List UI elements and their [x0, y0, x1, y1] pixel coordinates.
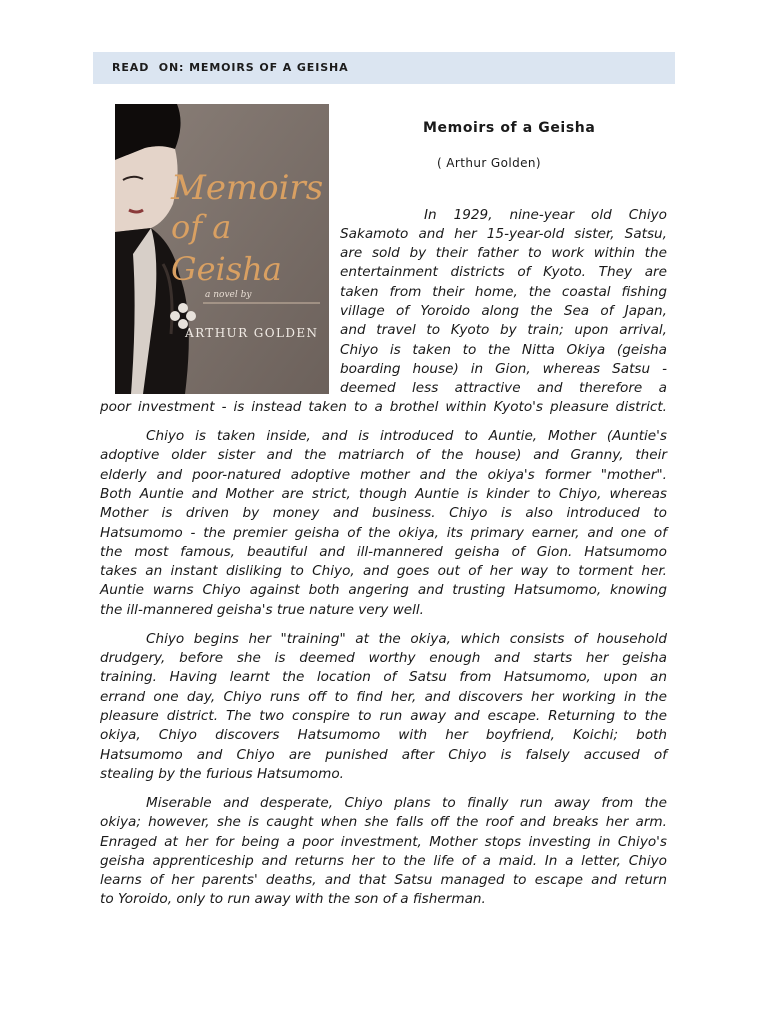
- cover-title-line-1: Memoirs: [171, 168, 324, 208]
- section-header-bar: [93, 52, 675, 84]
- paragraph-4-line: geisha apprenticeship and returns her to the life of a maid. In a letter, Chiyo: [100, 853, 667, 869]
- paragraph-3-line: errand one day, Chiyo runs off to find her, and discovers her working in the: [100, 689, 667, 705]
- paragraph-1-line: boarding house) in Gion, whereas Satsu -: [340, 361, 667, 377]
- paragraph-3-line: training. Having learnt the location of Satsu from Hatsumomo, upon an: [100, 669, 667, 685]
- paragraph-4-line: Enraged at her for being a poor investment, Mother stops investing in Chiyo's: [100, 834, 667, 850]
- paragraph-1-line: entertainment districts of Kyoto. They are: [340, 264, 667, 280]
- paragraph-1-line: In 1929, nine-year old Chiyo: [424, 207, 667, 223]
- book-author: ( Arthur Golden): [437, 156, 541, 170]
- paragraph-3-line: Hatsumomo and Chiyo are punished after Chiyo is falsely accused of: [100, 747, 667, 763]
- paragraph-3-line: Chiyo begins her "training" at the okiya, which consists of household: [146, 631, 667, 647]
- paragraph-2-line: Both Auntie and Mother are strict, though Auntie is kinder to Chiyo, whereas: [100, 486, 667, 502]
- paragraph-1-line: are sold by their father to work within the: [340, 245, 667, 261]
- book-cover-image: [115, 104, 329, 394]
- paragraph-2-line: adoptive older sister and the matriarch of the house) and Granny, their: [100, 447, 667, 463]
- cover-author: ARTHUR GOLDEN: [185, 326, 319, 340]
- paragraph-3-line: okiya, Chiyo discovers Hatsumomo with her boyfriend, Koichi; both: [100, 727, 667, 743]
- paragraph-3-line: pleasure district. The two conspire to run away and escape. Returning to the: [100, 708, 667, 724]
- paragraph-1-line: and travel to Kyoto by train; upon arrival,: [340, 322, 667, 338]
- paragraph-1-line: village of Yoroido along the Sea of Japan,: [340, 303, 667, 319]
- paragraph-1-line: deemed less attractive and therefore a: [340, 380, 667, 396]
- paragraph-2-line: takes an instant disliking to Chiyo, and goes out of her way to torment her.: [100, 563, 667, 579]
- paragraph-4-line: okiya; however, she is caught when she falls off the roof and breaks her arm.: [100, 814, 667, 830]
- paragraph-2-line: Mother is driven by money and business. Chiyo is also introduced to: [100, 505, 667, 521]
- cover-title-line-2: of a: [171, 208, 232, 246]
- book-cover-illustration: [115, 104, 329, 394]
- paragraph-1-line: Chiyo is taken to the Nitta Okiya (geisha: [340, 342, 667, 358]
- paragraph-2-line: Hatsumomo - the premier geisha of the okiya, its primary earner, and one of: [100, 525, 667, 541]
- paragraph-2-line: Auntie warns Chiyo against both angering and trusting Hatsumomo, knowing: [100, 582, 667, 598]
- section-header-title: READ ON: MEMOIRS OF A GEISHA: [112, 61, 349, 74]
- paragraph-2-line: Chiyo is taken inside, and is introduced to Auntie, Mother (Auntie's: [146, 428, 667, 444]
- paragraph-2-line: the ill-mannered geisha's true nature very well.: [100, 602, 424, 618]
- paragraph-3-line: stealing by the furious Hatsumomo.: [100, 766, 344, 782]
- paragraph-1-line: taken from their home, the coastal fishing: [340, 284, 667, 300]
- paragraph-4-line: Miserable and desperate, Chiyo plans to finally run away from the: [146, 795, 667, 811]
- paragraph-1-line: poor investment - is instead taken to a brothel within Kyoto's pleasure district.: [100, 399, 667, 415]
- paragraph-2-line: elderly and poor-natured adoptive mother and the okiya's former "mother".: [100, 467, 667, 483]
- book-title: Memoirs of a Geisha: [423, 120, 596, 136]
- paragraph-2-line: the most famous, beautiful and ill-mannered geisha of Gion. Hatsumomo: [100, 544, 667, 560]
- paragraph-4-line: to Yoroido, only to run away with the son of a fisherman.: [100, 891, 486, 907]
- cover-title-line-3: Geisha: [171, 250, 282, 288]
- paragraph-4-line: learns of her parents' deaths, and that Satsu managed to escape and return: [100, 872, 667, 888]
- cover-byline: a novel by: [205, 290, 252, 300]
- paragraph-3-line: drudgery, before she is deemed worthy enough and starts her geisha: [100, 650, 667, 666]
- paragraph-1-line: Sakamoto and her 15-year-old sister, Satsu,: [340, 226, 667, 242]
